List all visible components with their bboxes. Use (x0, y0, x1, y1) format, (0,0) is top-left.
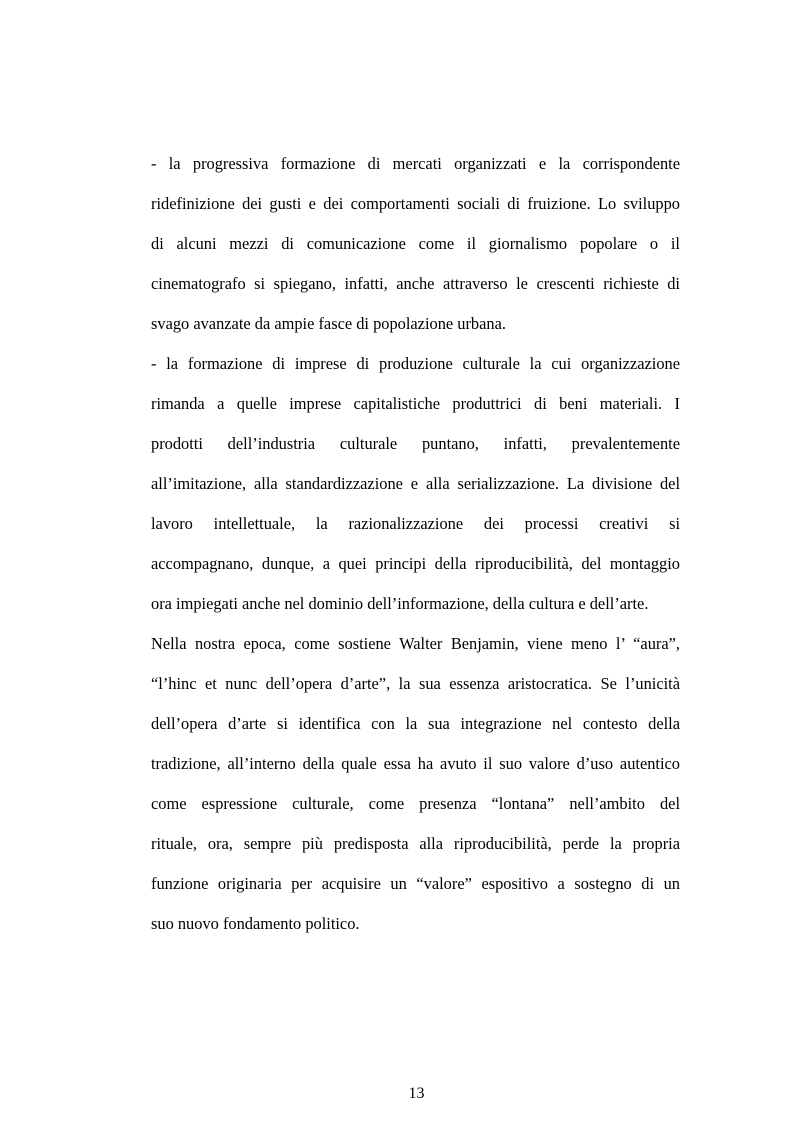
text-line: cinematografo si spiegano, infatti, anche attraverso le crescenti richieste di (151, 274, 680, 293)
text-line: lavoro intellettuale, la razionalizzazione dei processi creativi si (151, 514, 680, 533)
body-text (151, 144, 680, 944)
text-line: dell’opera d’arte si identifica con la sua integrazione nel contesto della (151, 714, 680, 733)
text-line: “l’hinc et nunc dell’opera d’arte”, la sua essenza aristocratica. Se l’unicità (151, 674, 680, 693)
text-line: Nella nostra epoca, come sostiene Walter Benjamin, viene meno l’ “aura”, (151, 634, 680, 653)
text-line: accompagnano, dunque, a quei principi della riproducibilità, del montaggio (151, 554, 680, 573)
text-line: tradizione, all’interno della quale essa ha avuto il suo valore d’uso autentico (151, 754, 680, 773)
text-line: ora impiegati anche nel dominio dell’informazione, della cultura e dell’arte. (151, 594, 649, 613)
text-line: rituale, ora, sempre più predisposta alla riproducibilità, perde la propria (151, 834, 680, 853)
text-line: - la formazione di imprese di produzione culturale la cui organizzazione (151, 354, 680, 373)
text-line: di alcuni mezzi di comunicazione come il giornalismo popolare o il (151, 234, 680, 253)
page-number: 13 (408, 1085, 425, 1102)
text-line: come espressione culturale, come presenza “lontana” nell’ambito del (151, 794, 680, 813)
text-line: ridefinizione dei gusti e dei comportamenti sociali di fruizione. Lo sviluppo (151, 194, 680, 213)
text-line: suo nuovo fondamento politico. (151, 914, 360, 933)
text-line: all’imitazione, alla standardizzazione e alla serializzazione. La divisione del (151, 474, 680, 493)
text-line: prodotti dell’industria culturale puntano, infatti, prevalentemente (151, 434, 680, 453)
text-line: - la progressiva formazione di mercati organizzati e la corrispondente (151, 154, 680, 173)
text-line: rimanda a quelle imprese capitalistiche produttrici di beni materiali. I (151, 394, 680, 413)
text-line: svago avanzate da ampie fasce di popolazione urbana. (151, 314, 506, 333)
text-line: funzione originaria per acquisire un “valore” espositivo a sostegno di un (151, 874, 680, 893)
